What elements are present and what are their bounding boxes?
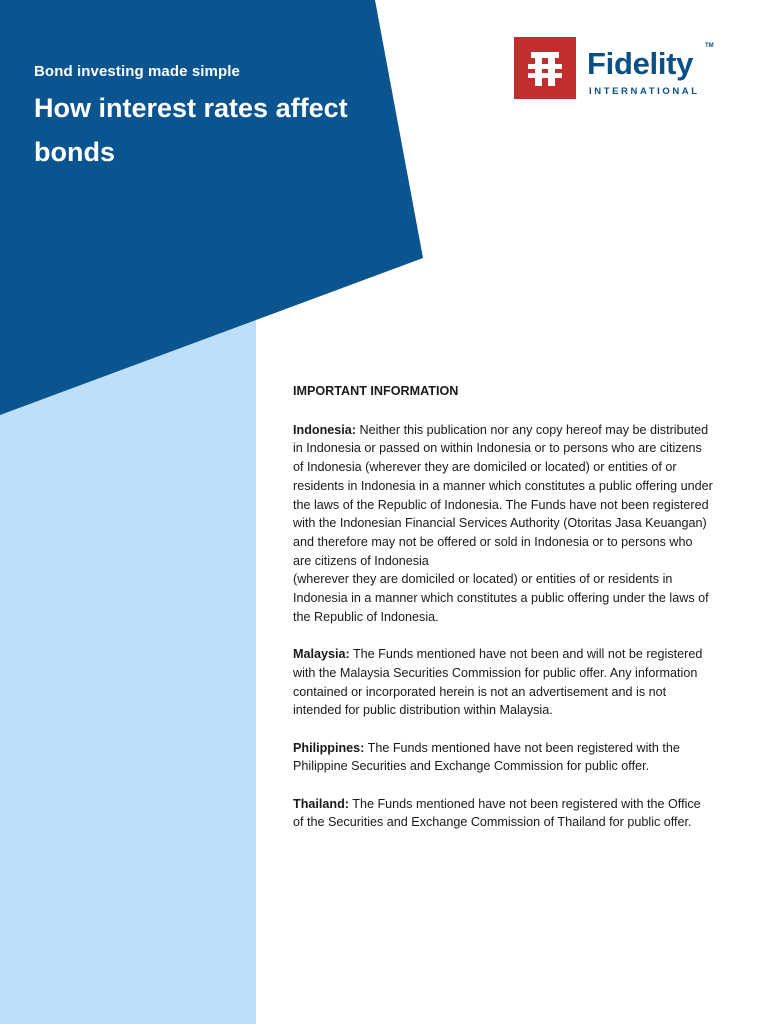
section-label: Philippines: — [293, 740, 365, 755]
section-label: Thailand: — [293, 796, 349, 811]
light-blue-band — [0, 300, 256, 1024]
section-label: Indonesia: — [293, 422, 356, 437]
logo-trademark: TM — [705, 43, 714, 49]
info-heading: IMPORTANT INFORMATION — [293, 384, 459, 398]
logo-name: Fidelity — [587, 46, 694, 81]
section-text: Neither this publication nor any copy hereof may be distributed in Indonesia or passed on within Indonesia or to persons who are citizens of Indonesia (wherever they are domiciled or located) or entities of or residents in Indonesia in a manner which constitutes a public offering under the laws of the Republic of Indonesia. The Funds have not been registered with the Indonesian Financial Services Authority (Otoritas Jasa Keuangan) and therefore may not be offered or sold in Indonesia or to persons who are citizens of Indonesia — [293, 422, 713, 568]
cover-subtitle: Bond investing made simple — [34, 63, 240, 80]
section-philippines — [293, 739, 713, 776]
section-text: The Funds mentioned have not been registered with the Philippine Securities and Exchange Commission for public offer. — [293, 740, 680, 774]
logo-subtext: INTERNATIONAL — [589, 86, 700, 97]
logo-wordmark — [587, 37, 714, 99]
section-label: Malaysia: — [293, 647, 350, 662]
cover-title: How interest rates affect bonds — [34, 93, 348, 167]
fidelity-logo — [514, 37, 714, 99]
section-indonesia — [293, 421, 713, 627]
section-text: The Funds mentioned have not been and will not be registered with the Malaysia Securities Commission for public offer. Any information contained or incorporated herein is not an advertisement and is not intended for public distribution within Malaysia. — [293, 647, 703, 718]
fidelity-mark-icon — [514, 37, 576, 99]
cover-header — [34, 62, 354, 174]
section-text: The Funds mentioned have not been registered with the Office of the Securities and Exchange Commission of Thailand for public offer. — [293, 796, 701, 830]
section-text-continued: (wherever they are domiciled or located) or entities of or residents in Indonesia in a manner which constitutes a public offering under the laws of the Republic of Indonesia. — [293, 572, 709, 624]
section-thailand — [293, 795, 713, 832]
important-information — [293, 380, 713, 851]
section-malaysia — [293, 645, 713, 720]
